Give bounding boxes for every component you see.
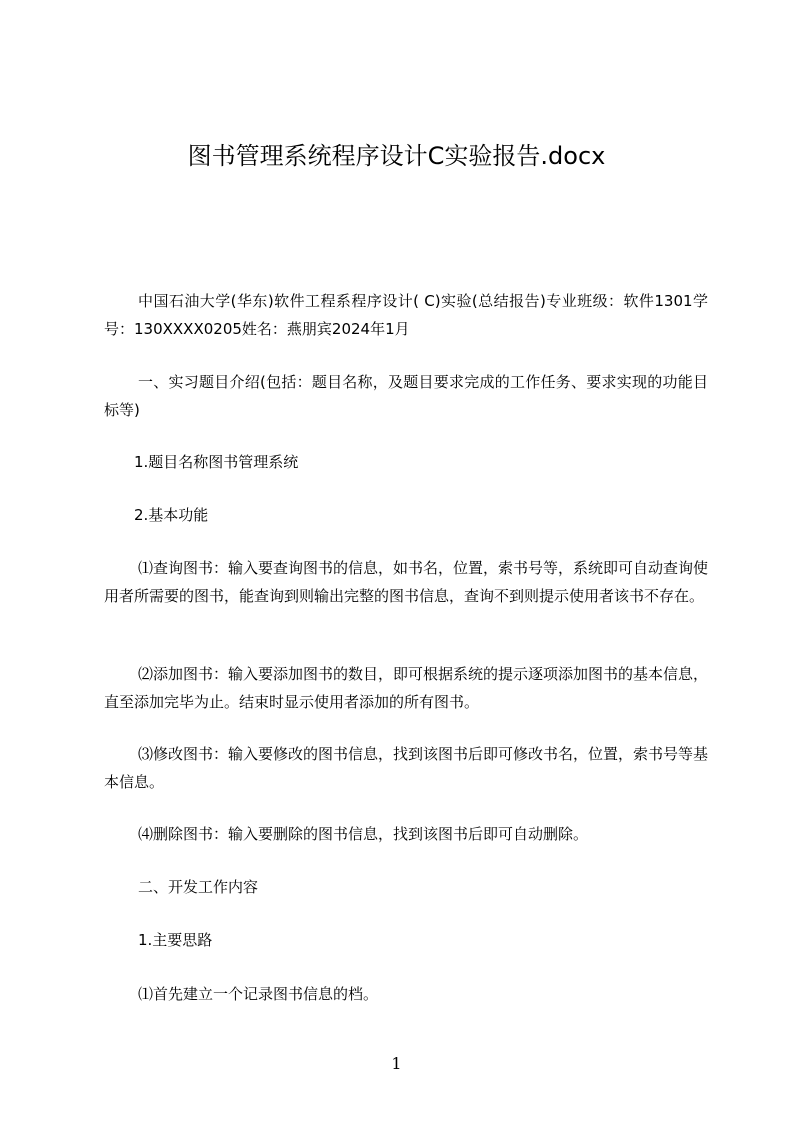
document-title: 图书管理系统程序设计C实验报告.docx	[187, 142, 606, 170]
function-add-paragraph: ⑵添加图书：输入要添加图书的数目，即可根据系统的提示逐项添加图书的基本信息，直至添加完毕为止。结束时显示使用者添加的所有图书。	[104, 665, 709, 711]
function-modify-paragraph: ⑶修改图书：输入要修改的图书信息，找到该图书后即可修改书名，位置，索书号等基本信息。	[104, 745, 709, 791]
function-query-paragraph: ⑴查询图书：输入要查询图书的信息，如书名，位置，索书号等，系统即可自动查询使用者所需要的图书，能查询到则输出完整的图书信息，查询不到则提示使用者该书不存在。	[104, 559, 709, 605]
page-number: 1	[391, 1054, 402, 1073]
main-idea-heading: 1.主要思路	[138, 931, 213, 949]
idea-step-one-paragraph: ⑴首先建立一个记录图书信息的档。	[138, 985, 379, 1003]
basic-functions-heading: 2.基本功能	[134, 506, 209, 524]
report-header-paragraph: 中国石油大学(华东)软件工程系程序设计( C)实验(总结报告)专业班级：软件1301学号：130XXXX0205姓名：燕朋宾2024年1月	[104, 292, 708, 338]
topic-name-paragraph: 1.题目名称图书管理系统	[134, 453, 299, 471]
section-heading-introduction: 一、实习题目介绍(包括：题目名称，及题目要求完成的工作任务、要求实现的功能目标等)	[104, 373, 708, 419]
section-heading-development: 二、开发工作内容	[138, 878, 259, 896]
function-delete-paragraph: ⑷删除图书：输入要删除的图书信息，找到该图书后即可自动删除。	[138, 825, 589, 843]
